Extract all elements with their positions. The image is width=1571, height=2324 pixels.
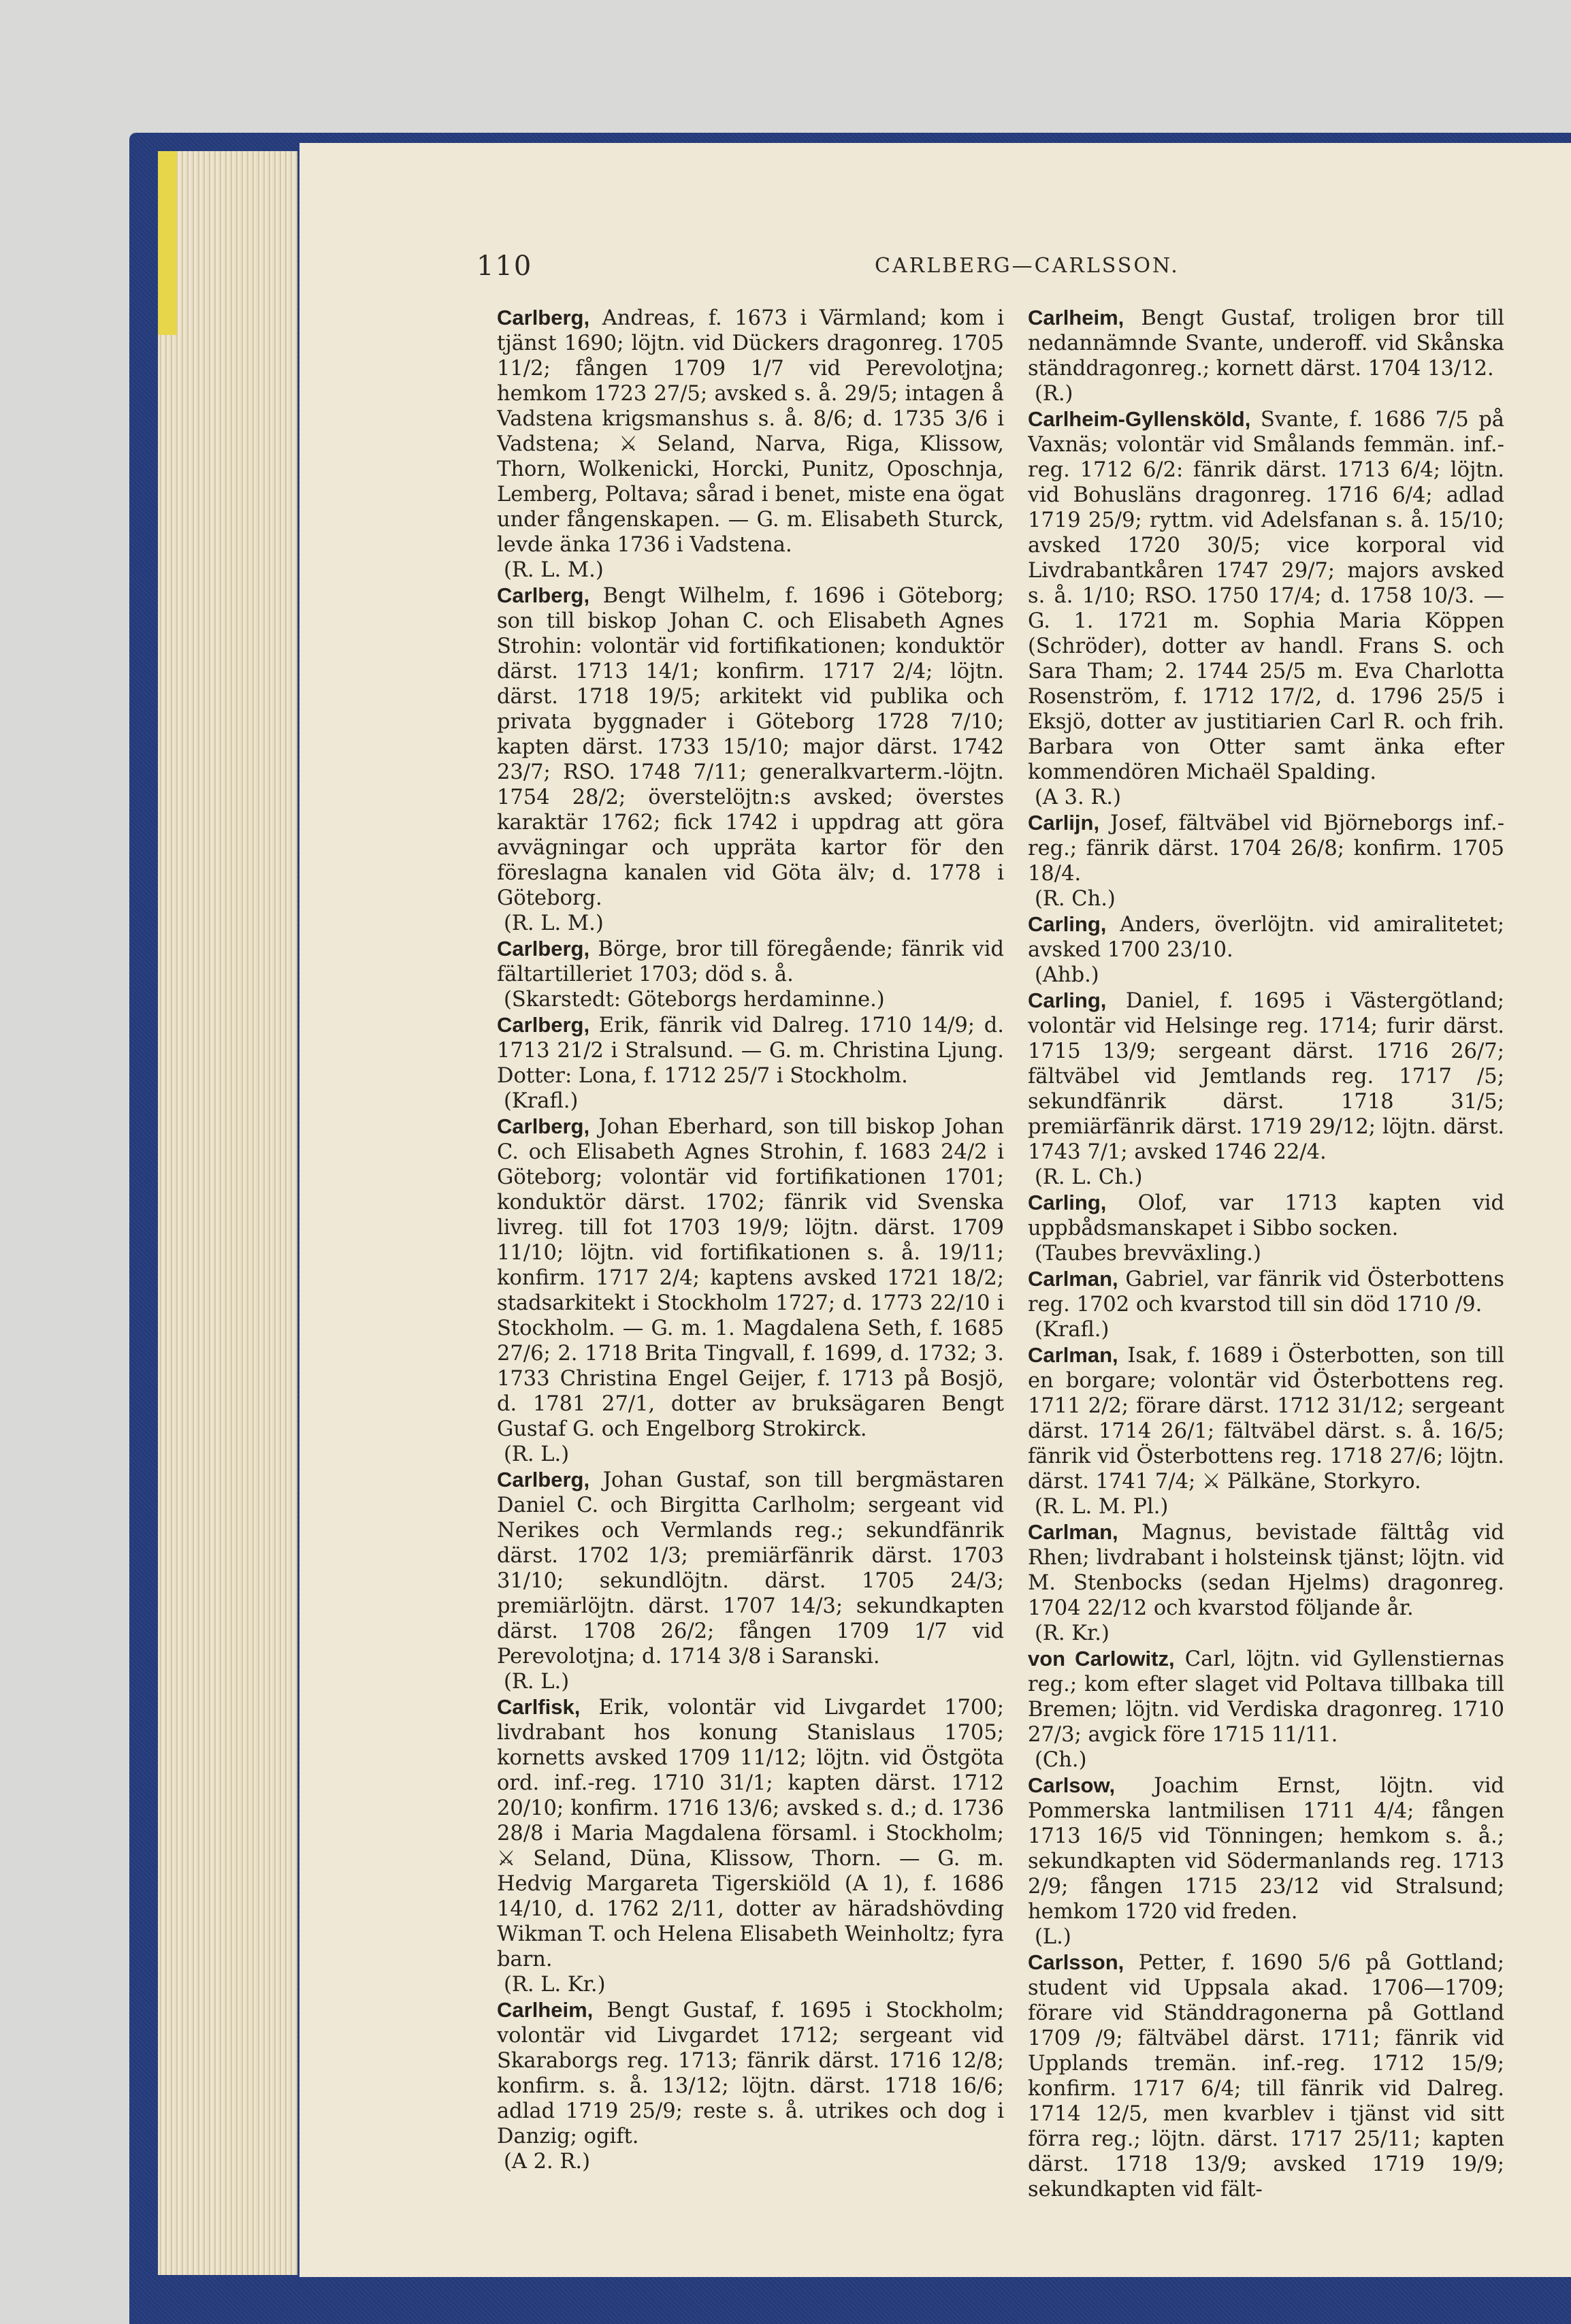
entry-text: Olof, var 1713 kapten vid uppbådsmanskapet i Sibbo socken. (1028, 1191, 1504, 1240)
entry-text: Börge, bror till föregående; fänrik vid fältartilleriet 1703; död s. å. (497, 937, 1004, 986)
entry-name: Carlsow, (1028, 1773, 1116, 1797)
entry-source: (Ahb.) (1035, 963, 1099, 987)
entry-source: (R. L. Kr.) (504, 1973, 606, 1997)
entry-source: (A 3. R.) (1035, 786, 1121, 809)
dictionary-entry (1028, 1646, 1504, 1773)
entry-source: (R. Ch.) (1035, 887, 1116, 911)
entry-text: Gabriel, var fänrik vid Österbottens reg. 1702 och kvarstod till sin död 1710 /9. (1028, 1268, 1504, 1317)
entry-text: Johan Gustaf, son till bergmästaren Daniel C. och Birgitta Carlholm; sergeant vid Nerikes och Vermlands reg.; sekundfänrik därst. 1702 1/3; premiärfänrik därst. 1703 31/10; sekundlöjtn. därst. 1705 24/3; premiärlöjtn. därst. 1707 14/3; sekundkapten därst. 1708 26/2; fången 1709 1/7 vid Perevolotjna; d. 1714 3/8 i Saranski. (497, 1468, 1004, 1668)
entry-source: (R. L.) (504, 1670, 570, 1694)
dictionary-entry (1028, 1950, 1504, 2202)
entry-name: Carling, (1028, 912, 1107, 936)
entry-name: Carlberg, (497, 937, 590, 961)
entry-name: Carlsson, (1028, 1950, 1124, 1974)
entry-text: Bengt Gustaf, troligen bror till nedannämnde Svante, underoff. vid Skånska ständdragonreg.; kornett därst. 1704 13/12. (1028, 306, 1504, 381)
entry-name: Carlberg, (497, 1114, 590, 1138)
entry-name: Carling, (1028, 1191, 1107, 1214)
entry-name: Carlheim, (1028, 306, 1124, 329)
dictionary-entry (497, 1114, 1004, 1467)
entry-name: Carlman, (1028, 1267, 1118, 1291)
dictionary-entry (1028, 305, 1504, 406)
entry-name: Carlfisk, (497, 1695, 581, 1719)
entry-source: (Ch.) (1035, 1748, 1087, 1772)
entry-text: Andreas, f. 1673 i Värmland; kom i tjänst 1690; löjtn. vid Dückers dragonreg. 1705 11/2; fången 1709 1/7 vid Perevolotjna; hemkom 1723 27/5; avsked s. å. 29/5; intagen å Vadstena krigsmanshus s. å. 8/6; d. 1735 3/6 i Vadstena; ⚔ Seland, Narva, Riga, Klissow, Thorn, Wolkenicki, Horcki, Punitz, Oposchnja, Lemberg, Poltava; sårad i benet, miste ena ögat under fångenskapen. — G. m. Elisabeth Sturck, levde änka 1736 i Vadstena. (497, 306, 1004, 557)
dictionary-entry (1028, 1342, 1504, 1519)
entry-name: Carlberg, (497, 583, 590, 607)
entry-name: Carlberg, (497, 1013, 590, 1037)
entry-text: Svante, f. 1686 7/5 på Vaxnäs; volontär vid Smålands femmän. inf.-reg. 1712 6/2: fänrik därst. 1713 6/4; löjtn. vid Bohusläns dragonreg. 1716 6/4; adlad 1719 25/9; ryttm. vid Adelsfanan s. å. 15/10; avsked 1720 30/5; vice korporal vid Livdrabantkåren 1747 29/7; majors avsked s. å. 1/10; RSO. 1750 17/4; d. 1758 10/3. — G. 1. 1721 m. Sophia Maria Köppen (Schröder), dotter av handl. Frans S. och Sara Tham; 2. 1744 25/5 m. Eva Charlotta Rosenström, f. 1712 17/2, d. 1796 25/5 i Eksjö, dotter av justitiarien Carl R. och frih. Barbara von Otter samt änka efter kommendören Michaël Spalding. (1028, 408, 1504, 784)
entry-source: (R. L. M.) (504, 911, 604, 935)
dictionary-entry (497, 936, 1004, 1012)
page-header (476, 251, 1544, 282)
left-column (497, 305, 1004, 2225)
entry-source: (Krafl.) (1035, 1318, 1110, 1342)
entry-name: Carlheim, (497, 1998, 594, 2022)
right-column (1028, 305, 1504, 2225)
entry-text: Petter, f. 1690 5/6 på Gottland; student vid Uppsala akad. 1706—1709; förare vid Ständdragonerna på Gottland 1709 /9; fältväbel därst. 1711; fänrik vid Upplands tremän. inf.-reg. 1712 15/9; konfirm. 1717 6/4; till fänrik vid Dalreg. 1714 12/5, men kvarblev i tjänst vid sitt förra reg.; löjtn. därst. 1717 25/11; kapten därst. 1718 13/9; avsked 1719 19/9; sekundkapten vid fält- (1028, 1951, 1504, 2201)
dictionary-entry (497, 1997, 1004, 2174)
entry-source: (R. L. M.) (504, 558, 604, 582)
dictionary-entry (1028, 1519, 1504, 1646)
entry-text: Bengt Gustaf, f. 1695 i Stockholm; volontär vid Livgardet 1712; sergeant vid Skaraborgs reg. 1713; fänrik därst. 1716 12/8; konfirm. s. å. 13/12; löjtn. därst. 1718 16/6; adlad 1719 25/9; reste s. å. utrikes och dog i Danzig; ogift. (497, 1999, 1004, 2148)
entry-name: von Carlowitz, (1028, 1647, 1175, 1671)
entry-text: Josef, fältväbel vid Björneborgs inf.-reg.; fänrik därst. 1704 26/8; konfirm. 1705 18/4. (1028, 811, 1504, 886)
page-number: 110 (476, 251, 533, 282)
entry-text: Anders, överlöjtn. vid amiralitetet; avsked 1700 23/10. (1028, 913, 1504, 962)
entry-text: Erik, volontär vid Livgardet 1700; livdrabant hos konung Stanislaus 1705; kornetts avsked 1709 11/12; löjtn. vid Östgöta ord. inf.-reg. 1710 31/1; kapten därst. 1712 20/10; konfirm. 1716 13/6; avsked s. d.; d. 1736 28/8 i Maria Magdalena församl. i Stockholm; ⚔ Seland, Düna, Klissow, Thorn. — G. m. Hedvig Margareta Tigerskiöld (A 1), f. 1686 14/10, d. 1762 2/11, dotter av häradshövding Wikman T. och Helena Elisabeth Weinholtz; fyra barn. (497, 1696, 1004, 1971)
entry-source: (A 2. R.) (504, 2150, 590, 2174)
entry-text: Magnus, bevistade fälttåg vid Rhen; livdrabant i holsteinsk tjänst; löjtn. vid M. Stenbocks (sedan Hjelms) dragonreg. 1704 22/12 och kvarstod följande år. (1028, 1521, 1504, 1620)
dictionary-entry (497, 1467, 1004, 1694)
entry-name: Carlheim-Gyllensköld, (1028, 407, 1251, 431)
entry-source: (R. L. M. Pl.) (1035, 1495, 1169, 1519)
running-head: CARLBERG—CARLSSON. (875, 254, 1180, 278)
entry-name: Carling, (1028, 988, 1107, 1012)
entry-text: Isak, f. 1689 i Österbotten, son till en borgare; volontär vid Österbottens reg. 1711 2/2; förare därst. 1712 31/12; sergeant därst. 1714 26/1; fältväbel därst. s. å. 16/5; fänrik vid Österbottens reg. 1718 27/6; löjtn. därst. 1741 7/4; ⚔ Pälkäne, Storkyro. (1028, 1344, 1504, 1494)
entry-source: (R.) (1035, 382, 1073, 406)
dictionary-entry (1028, 1266, 1504, 1342)
dictionary-entry (1028, 810, 1504, 911)
entry-text: Erik, fänrik vid Dalreg. 1710 14/9; d. 1713 21/2 i Stralsund. — G. m. Christina Ljung. Dotter: Lona, f. 1712 25/7 i Stockholm. (497, 1014, 1004, 1088)
dictionary-entry (1028, 406, 1504, 810)
dictionary-entry (497, 1694, 1004, 1997)
bookmark-strip (158, 151, 177, 335)
dictionary-entry (497, 583, 1004, 936)
entry-name: Carlman, (1028, 1343, 1118, 1367)
entry-source: (R. L.) (504, 1442, 570, 1466)
page-edges (158, 151, 297, 2275)
entry-text: Joachim Ernst, löjtn. vid Pommerska lantmilisen 1711 4/4; fången 1713 16/5 vid Tönningen; hemkom s. å.; sekundkapten vid Södermanlands reg. 1713 2/9; fången 1715 23/12 vid Stralsund; hemkom 1720 vid freden. (1028, 1774, 1504, 1924)
entry-source: (Skarstedt: Göteborgs herdaminne.) (504, 988, 885, 1012)
entry-name: Carlberg, (497, 306, 590, 329)
entry-name: Carlijn, (1028, 811, 1100, 835)
dictionary-entry (497, 305, 1004, 583)
dictionary-entry (1028, 911, 1504, 988)
entry-source: (Krafl.) (504, 1089, 579, 1113)
entry-text: Daniel, f. 1695 i Västergötland; volontär vid Helsinge reg. 1714; furir därst. 1715 13/9; sergeant därst. 1716 26/7; fältväbel vid Jemtlands reg. 1717 /5; sekundfänrik därst. 1718 31/5; premiärfänrik därst. 1719 29/12; löjtn. därst. 1743 7/1; avsked 1746 22/4. (1028, 989, 1504, 1164)
dictionary-entry (1028, 1773, 1504, 1950)
dictionary-entry (1028, 988, 1504, 1190)
entry-text: Johan Eberhard, son till biskop Johan C. och Elisabeth Agnes Strohin, f. 1683 24/2 i Göteborg; volontär vid fortifikationen 1701; konduktör därst. 1702; fänrik vid Svenska livreg. till fot 1703 19/9; löjtn. därst. 1709 11/10; löjtn. vid fortifikationen s. å. 19/11; konfirm. 1717 2/4; kaptens avsked 1721 18/2; stadsarkitekt i Stockholm 1727; d. 1773 22/10 i Stockholm. — G. m. 1. Magdalena Seth, f. 1685 27/6; 2. 1718 Brita Tingvall, f. 1699, d. 1732; 3. 1733 Christina Engel Geijer, f. 1713 på Bosjö, d. 1781 27/1, dotter av bruksägaren Bengt Gustaf G. och Engelborg Strokirck. (497, 1115, 1004, 1441)
entry-name: Carlman, (1028, 1520, 1118, 1544)
entry-name: Carlberg, (497, 1468, 590, 1491)
entry-text: Carl, löjtn. vid Gyllenstiernas reg.; kom efter slaget vid Poltava tillbaka till Bremen; löjtn. vid Verdiska dragonreg. 1710 27/3; avgick före 1715 11/11. (1028, 1647, 1504, 1747)
entry-source: (R. Kr.) (1035, 1621, 1110, 1645)
dictionary-entry (1028, 1190, 1504, 1266)
entry-source: (Taubes brevväxling.) (1035, 1242, 1261, 1265)
entry-source: (L.) (1035, 1925, 1071, 1949)
entry-source: (R. L. Ch.) (1035, 1165, 1143, 1189)
dictionary-entry (497, 1012, 1004, 1114)
entry-text: Bengt Wilhelm, f. 1696 i Göteborg; son till biskop Johan C. och Elisabeth Agnes Strohin: volontär vid fortifikationen; konduktör därst. 1713 14/1; konfirm. 1717 2/4; löjtn. därst. 1718 19/5; arkitekt vid publika och privata byggnader i Göteborg 1728 7/10; kapten därst. 1733 15/10; major därst. 1742 23/7; RSO. 1748 7/11; generalkvarterm.-löjtn. 1754 28/2; överstelöjtn:s avsked; överstes karaktär 1762; fick 1742 i uppdrag att göra avvägningar och uppräta kartor för den föreslagna kanalen vid Göta älv; d. 1778 i Göteborg. (497, 584, 1004, 910)
